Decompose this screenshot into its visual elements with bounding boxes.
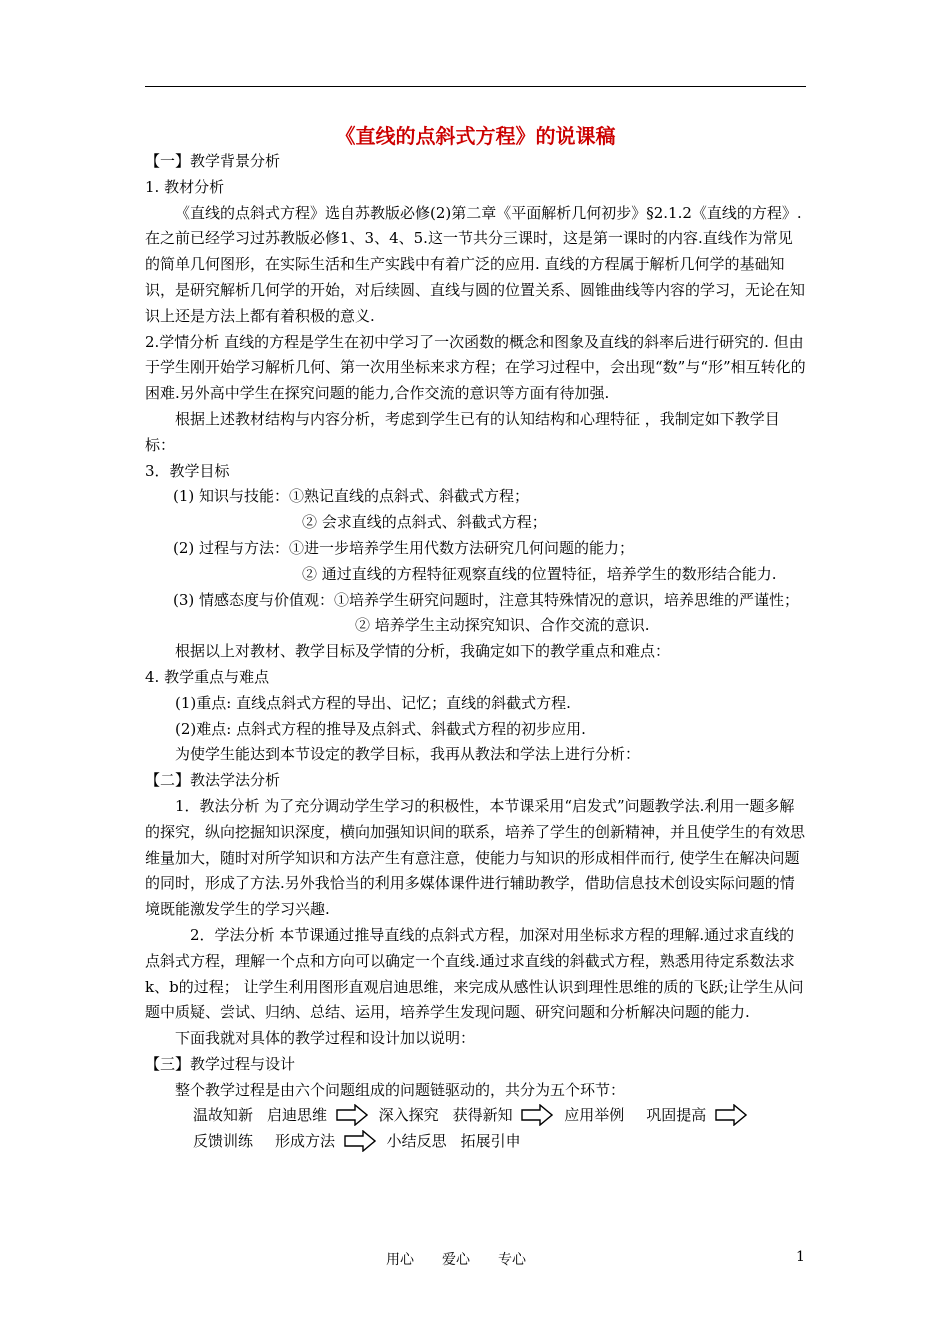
flow-step-label: 形成方法 — [275, 1132, 336, 1151]
paragraph-learning-method: 2．学法分析 本节课通过推导直线的点斜式方程，加深对用坐标求方程的理解.通过求直线的点斜式方程，理解一个点和方向可以确定一个直线.通过求直线的斜截式方程，熟悉用待定系数法求k、b的过程； 让学生利用图形直观启迪思维，来完成从感性认识到理性思维的质的飞跃;让学生从问题中质疑、尝试、归纳、总结、运用，培养学生发现问题、研究问题和分析解决问题的能力. — [145, 925, 804, 1022]
footer-word: 用心 — [386, 1252, 414, 1268]
flow-step-label: 巩固提高 — [646, 1106, 707, 1125]
flow-step-label: 拓展引申 — [460, 1132, 521, 1151]
paragraph-method-intro: 为使学生能达到本节设定的教学目标，我再从教法和学法上进行分析： — [175, 745, 641, 764]
flow-step-label: 应用举例 — [564, 1106, 625, 1125]
objective-attitude-1: (3) 情感态度与价值观：①培养学生研究问题时，注意其特殊情况的意识，培养思维的严谨性； — [173, 590, 800, 609]
subheading-material: 1. 教材分析 — [145, 177, 225, 196]
paragraph-keypoints-intro: 根据以上对教材、教学目标及学情的分析，我确定如下的教学重点和难点： — [175, 642, 671, 661]
flow-step-label: 启迪思维 — [267, 1106, 328, 1125]
paragraph-teaching-method: 1．教法分析 为了充分调动学生学习的积极性，本节课采用“启发式”问题教学法.利用一题多解的探究，纵向挖掘知识深度，横向加强知识间的联系，培养了学生的创新精神，并且使学生的有效思维量加大，随时对所学知识和方法产生有意注意，使能力与知识的形成相伴而行, 使学生在解决问题的同时，形成了方法.另外我恰当的利用多媒体课件进行辅助教学，借助信息技术创设实际问题的情境既能激发学生的学习兴趣. — [145, 796, 806, 919]
section-heading-methods: 【二】教法学法分析 — [145, 771, 281, 790]
flow-arrow-icon — [336, 1104, 368, 1126]
subheading-teaching-goals: 3．教学目标 — [145, 461, 230, 480]
paragraph-goals-intro: 根据上述教材结构与内容分析，考虑到学生已有的认知结构和心理特征 ，我制定如下教学目标： — [145, 409, 780, 454]
paragraph-process-overview: 整个教学过程是由六个问题组成的问题链驱动的，共分为五个环节： — [175, 1080, 626, 1099]
objective-attitude-2: ② 培养学生主动探究知识、合作交流的意识. — [355, 616, 650, 635]
flow-step-label: 深入探究 — [378, 1106, 439, 1125]
section-heading-background: 【一】教学背景分析 — [145, 152, 281, 170]
objective-process-1: (2) 过程与方法：①进一步培养学生用代数方法研究几何问题的能力； — [173, 538, 635, 557]
document-body — [145, 149, 806, 1155]
paragraph-material-analysis: 《直线的点斜式方程》选自苏教版必修(2)第二章《平面解析几何初步》§2.1.2《直线的方程》.在之前已经学习过苏教版必修1、3、4、5.这一节共分三课时，这是第一课时的内容.直线作为常见的简单几何图形，在实际生活和生产实践中有着广泛的应用. 直线的方程属于解析几何学的基础知识，是研究解析几何学的开始，对后续圆、直线与圆的位置关系、圆锥曲线等内容的学习，无论在知识上还是方法上都有着积极的意义. — [145, 203, 806, 325]
flow-step-label: 温故知新 — [193, 1106, 254, 1125]
header-rule — [145, 86, 806, 87]
keypoint-focus: (1)重点: 直线点斜式方程的导出、记忆；直线的斜截式方程. — [175, 693, 571, 712]
flow-arrow-icon — [521, 1104, 553, 1126]
footer-word: 专心 — [498, 1252, 526, 1268]
section-heading-process: 【三】教学过程与设计 — [145, 1054, 296, 1073]
flow-arrow-icon — [715, 1104, 747, 1126]
flow-row-2 — [145, 1129, 806, 1155]
flow-step-label: 小结反思 — [386, 1132, 447, 1151]
flow-row-1 — [145, 1103, 806, 1129]
paragraph-student-analysis: 2.学情分析 直线的方程是学生在初中学习了一次函数的概念和图象及直线的斜率后进行研究的. 但由于学生刚开始学习解析几何、第一次用坐标来求方程；在学习过程中，会出现“数”与“形”相互转化的困难.另外高中学生在探究问题的能力,合作交流的意识等方面有待加强. — [145, 332, 806, 403]
page-title: 《直线的点斜式方程》的说课稿 — [335, 124, 616, 148]
footer-motto — [386, 1249, 554, 1269]
paragraph-process-intro: 下面我就对具体的教学过程和设计加以说明： — [175, 1029, 476, 1048]
footer-word: 爱心 — [442, 1252, 470, 1268]
objective-knowledge-1: (1) 知识与技能：①熟记直线的点斜式、斜截式方程； — [173, 487, 530, 506]
flow-step-label: 获得新知 — [452, 1106, 513, 1125]
objective-knowledge-2: ② 会求直线的点斜式、斜截式方程； — [302, 513, 547, 532]
keypoint-difficulty: (2)难点: 点斜式方程的推导及点斜式、斜截式方程的初步应用. — [175, 719, 586, 738]
flow-step-label: 反馈训练 — [193, 1132, 254, 1151]
flow-arrow-icon — [344, 1130, 376, 1152]
objective-process-2: ② 通过直线的方程特征观察直线的位置特征，培养学生的数形结合能力. — [302, 564, 777, 583]
page-number: 1 — [796, 1249, 805, 1265]
subheading-keypoints: 4. 教学重点与难点 — [145, 667, 270, 686]
